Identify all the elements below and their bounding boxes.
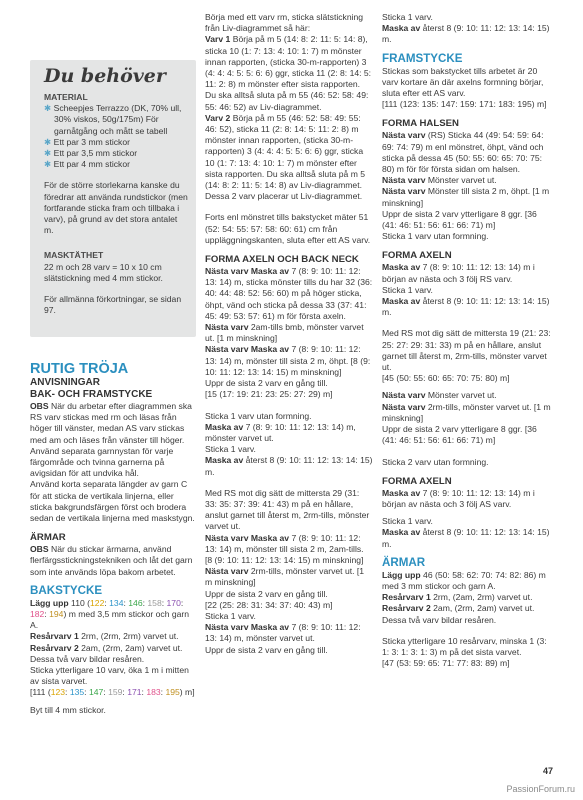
row-instruction: Maska av 7 (8: 9: 10: 11: 12: 13: 14) m i början av nästa och 3 följ RS varv. [382, 262, 535, 284]
stitch-count: [15 (17: 19: 21: 23: 25: 27: 29) m] [205, 389, 333, 400]
row-instruction: Nästa varv 2rm-tills, mönster varvet ut. [1 m minskning] [382, 401, 551, 423]
rib-row-2: Resårvarv 2 2am, (2rm, 2am) varvet ut. [382, 603, 535, 614]
row-instruction: Nästa varv (RS) Sticka 44 (49: 54: 59: 64: 69: 74: 79) m enl mönstret, öhpt, vänd och sticka på dessa 45 (50: 55: 60: 65: 70: 75: 80) m för för första sidan om halsen. [382, 130, 544, 175]
rib-row-1: Resårvarv 1 2rm, (2am, 2rm) varvet ut. [382, 592, 533, 603]
paragraph: Sticka 1 varv. [205, 610, 256, 621]
cast-on-line: Lägg upp 110 (122: 134: 146: 158: 170: 182: 194) m med 3,5 mm stickor och garn A. [30, 597, 190, 631]
row-instruction: Maska av 7 (8: 9: 10: 11: 12: 13: 14) m, mönster varvet ut. [205, 421, 356, 443]
obs-paragraph: OBS När du arbetar efter diagrammen ska RS varv stickas med rm och läsas från höger till vänster, medan AS varv stickas med am och läses från vänster till höger. [30, 401, 192, 445]
paragraph: Dessa två varv bildar resåren. [30, 653, 145, 664]
paragraph: Använd separata garnnystan för varje färgområde och tvinna garnerna på avigsidan för att undvika hål. [30, 445, 174, 479]
paragraph: Forts enl mönstret tills bakstycket mäter 51 (52: 54: 55: 57: 58: 60: 61) cm från uppläggningskanten, sluta efter ett AS varv. [205, 212, 371, 245]
stitch-count: [22 (25: 28: 31: 34: 37: 40: 43) m] [205, 599, 333, 610]
paragraph: Sticka ytterligare 10 varv, öka 1 m i mitten av sista varvet. [30, 665, 189, 687]
material-list [44, 103, 188, 170]
row-instruction: Maska av återst 8 (9: 10: 11: 12: 13: 14: 15) m. [382, 527, 550, 549]
paragraph: Med RS mot dig sätt de mittersta 19 (21: 23: 25: 27: 29: 31: 33) m på en hållare, anslut garnet till återst m, 2rm-tills, mönster varvet ut. [382, 328, 551, 373]
row-instruction: Varv 2 Börja på m 55 (46: 52: 58: 49: 55: 46: 52), sticka 11 (2: 8: 14: 5: 11: 2: 8) m mönster innan rapporten, (sticka 30-m-rapporten) 3 (4: 4: 4: 5: 5: 6: 6) ggr, sticka 10 (1: 7: 13: 4: 10: 1: 7) m mönster efter sista rapporten. Du ska alltså sluta på m 5 (14: 8: 2: 11: 5: 14: 8) av Liv-diagrammet. [205, 112, 366, 191]
page-number: 47 [542, 766, 553, 776]
column-2 [205, 12, 373, 656]
row-instruction: Varv 1 Börja på m 5 (14: 8: 2: 11: 5: 14: 8), sticka 10 (1: 7: 13: 4: 10: 1: 7) m mönster innan rapporten, (sticka 30-m-rapporten) 3 (4: 4: 4: 5: 5: 6: 6) ggr, sticka 11 (2: 8: 14: 5: 11: 2: 8) m mönster efter sista rapporten. Du ska alltså sluta på m 55 (46: 52: 58: 49: 55: 46: 52) av Liv-diagrammet. [205, 34, 372, 112]
row-instruction: Nästa varv Mönster varvet ut. [382, 175, 497, 186]
paragraph: Sticka 1 varv utan formning. [382, 231, 489, 242]
column-3 [382, 12, 552, 669]
paragraph: Uppr de sista 2 varv en gång till. [205, 588, 328, 599]
material-item: ✱ Ett par 4 mm stickor [44, 159, 130, 170]
paragraph: Sticka 1 varv utan formning. [205, 410, 312, 421]
neck-heading: FORMA HALSEN [382, 118, 459, 130]
sleeves-heading: ÄRMAR [30, 532, 66, 544]
material-title: MATERIAL [44, 92, 88, 102]
gauge-text: 22 m och 28 varv = 10 x 10 cm slätstickning med 4 mm stickor. [44, 261, 163, 283]
paragraph: Dessa 2 varv placerar ut Liv-diagrammet. [205, 191, 363, 202]
rib-row-2: Resårvarv 2 2am, (2rm, 2am) varvet ut. [30, 642, 183, 653]
paragraph: Sticka 1 varv. [382, 12, 433, 22]
paragraph: Dessa två varv bildar resåren. [382, 614, 497, 625]
obs-paragraph: OBS När du stickar ärmarna, använd flerfärgsstickningstekniken och låt det garn som inte används löpa bakom arbetet. [30, 544, 193, 577]
column-1 [30, 0, 196, 716]
paragraph: Sticka 1 varv. [382, 284, 433, 295]
row-instruction: Maska av återst 8 (9: 10: 11: 12: 13: 14: 15) m. [382, 23, 550, 45]
sleeves-title: ÄRMAR [382, 555, 426, 569]
paragraph: Uppr de sista 2 varv en gång till. [205, 644, 328, 655]
bullet-icon: ✱ [44, 136, 54, 147]
needle-note: För de större storlekarna kanske du föredrar att använda rundstickor (men fortfarande sticka fram och tillbaka i varv), på grund av det stora antalet m. [44, 180, 188, 236]
watermark: PassionForum.ru [506, 784, 575, 794]
paragraph: Sticka ytterligare 10 resårvarv, minska 1 (3: 1: 3: 1: 3: 1: 3) m på det sista varvet. [382, 635, 547, 657]
section-heading: BAK- OCH FRAMSTYCKE [30, 389, 153, 400]
row-instruction: Maska av återst 8 (9: 10: 11: 12: 13: 14: 15) m. [205, 455, 373, 477]
stitch-count: [47 (53: 59: 65: 71: 77: 83: 89) m] [382, 658, 510, 669]
paragraph: Stickas som bakstycket tills arbetet är 20 varv kortare än där axelns formning börjar, sluta efter ett AS varv. [382, 65, 544, 99]
paragraph: Sticka 1 varv. [205, 444, 256, 455]
back-piece-title: BAKSTYCKE [30, 583, 103, 597]
materials-heading: Du behöver [44, 65, 166, 87]
material-item: ✱ Scheepjes Terrazzo (DK, 70% ull, 30% viskos, 50g/175m) För garnåtgång och mått se tabell [44, 103, 182, 136]
paragraph: Uppr de sista 2 varv en gång till. [205, 378, 328, 389]
bullet-icon: ✱ [44, 159, 54, 170]
paragraph: Med RS mot dig sätt de mittersta 29 (31: 33: 35: 37: 39: 41: 43) m på en hållare, anslut garnet till återst m, 2rm-tills, mönster varvet ut. [205, 487, 370, 532]
row-instruction: Maska av återst 8 (9: 10: 11: 12: 13: 14: 15) m. [382, 296, 550, 318]
shoulder-heading: FORMA AXELN [382, 475, 452, 487]
paragraph: Uppr de sista 2 varv ytterligare 8 ggr. [36 (41: 46: 51: 56: 61: 66: 71) m] [382, 208, 537, 231]
front-piece-title: FRAMSTYCKE [382, 51, 463, 65]
row-instruction: Nästa varv Maska av 7 (8: 9: 10: 11: 12: 13: 14) m, mönster till sista 2 m, 2am-tills. [8 (9: 10: 11: 12: 13: 14: 15) m minskning] [205, 532, 364, 565]
stitch-count: [111 (123: 135: 147: 159: 171: 183: 195) m] [30, 687, 195, 698]
bullet-icon: ✱ [44, 103, 54, 114]
instructions-heading: ANVISNINGAR [30, 377, 101, 388]
bullet-icon: ✱ [44, 148, 54, 159]
row-instruction: Nästa varv 2rm-tills, mönster varvet ut. [1 m minskning] [205, 566, 365, 588]
stitch-count: [45 (50: 55: 60: 65: 70: 75: 80) m] [382, 373, 510, 384]
shape-heading: FORMA AXELN OCH BACK NECK [205, 254, 359, 266]
paragraph: Sticka 2 varv utan formning. [382, 456, 489, 467]
materials-box [30, 60, 196, 337]
gauge-title: MASKTÄTHET [44, 250, 104, 261]
material-item: ✱ Ett par 3 mm stickor [44, 136, 130, 147]
row-instruction: Nästa varv Mönster varvet ut. [382, 390, 497, 401]
pattern-title: RUTIG TRÖJA [30, 361, 129, 377]
row-instruction: Maska av 7 (8: 9: 10: 11: 12: 13: 14) m i början av nästa och 3 följ AS varv. [382, 487, 535, 509]
cast-on-line: Lägg upp 46 (50: 58: 62: 70: 74: 82: 86) m med 3 mm stickor och garn A. [382, 569, 546, 591]
rib-row-1: Resårvarv 1 2rm, (2rm, 2rm) varvet ut. [30, 631, 179, 642]
row-instruction: Nästa varv Mönster till sista 2 m, öhpt. [1 m minskning] [382, 186, 550, 208]
paragraph: Sticka 1 varv. [382, 516, 433, 527]
abbreviations-note: För allmänna förkortningar, se sidan 97. [44, 294, 182, 316]
paragraph: Använd korta separata längder av garn C för att sticka de vertikala linjerna, eller sticka bakgrundsfärgen först och brodera sedan de vertikala linjerna med maskstygn. [30, 479, 195, 524]
row-instruction: Nästa varv Maska av 7 (8: 9: 10: 11: 12: 13: 14) m, sticka mönster tills du har 32 (36: 40: 44: 48: 52: 56: 60) m på höger sticka, öhpt, vänd och sticka på dessa 33 (37: 41: 45: 49: 53: 57: 61) m för första axeln. [205, 266, 373, 321]
shoulder-heading: FORMA AXELN [382, 250, 452, 262]
paragraph: Uppr de sista 2 varv ytterligare 8 ggr. [36 (41: 46: 51: 56: 61: 66: 71) m] [382, 424, 537, 446]
paragraph: Byt till 4 mm stickor. [30, 704, 106, 715]
row-instruction: Nästa varv Maska av 7 (8: 9: 10: 11: 12: 13: 14) m, mönster till sista 2 m, öhpt. [8 (9: 10: 11: 12: 13: 14: 15) m minskning] [205, 344, 371, 377]
stitch-count: [111 (123: 135: 147: 159: 171: 183: 195) m] [382, 99, 547, 110]
material-item: ✱ Ett par 3,5 mm stickor [44, 148, 138, 159]
row-instruction: Nästa varv Maska av 7 (8: 9: 10: 11: 12: 13: 14) m, mönster varvet ut. [205, 622, 361, 644]
paragraph: Börja med ett varv rm, sticka slätstickning från Liv-diagrammet så här: [205, 12, 364, 34]
row-instruction: Nästa varv 2am-tills bmb, mönster varvet ut. [1 m minskning] [205, 322, 364, 344]
